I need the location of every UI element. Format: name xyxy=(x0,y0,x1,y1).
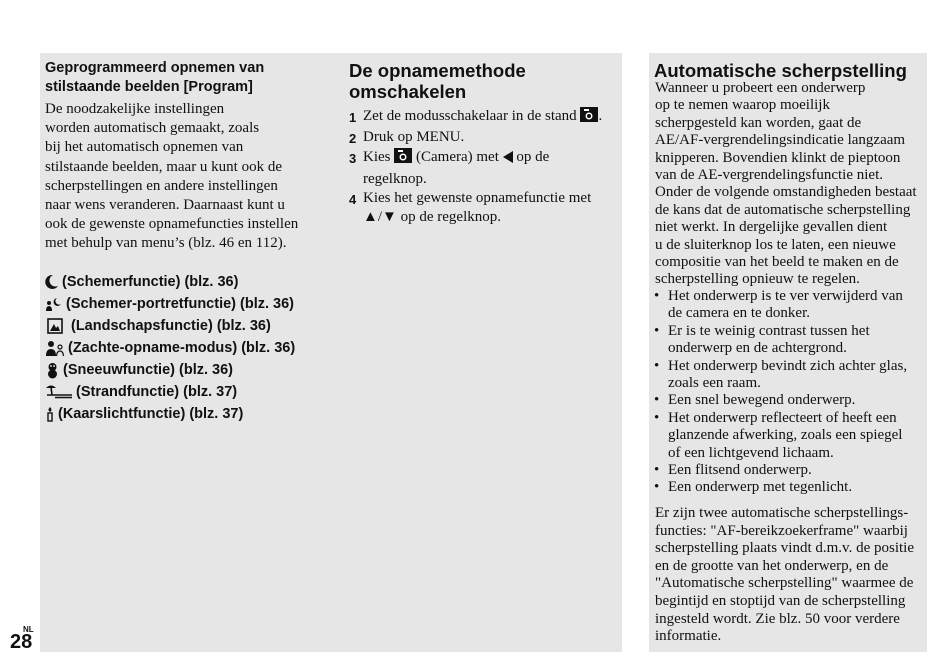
text-line: functies: "AF-bereikzoekerframe" waarbij xyxy=(655,522,908,539)
step-number: 4 xyxy=(349,191,357,207)
instruction-step xyxy=(349,128,619,148)
text-line: u de sluiterknop los te laten, een nieuwe xyxy=(655,236,896,253)
text-line: scherpgesteld kan worden, gaat de xyxy=(655,114,862,131)
text-line: worden automatisch gemaakt, zoals xyxy=(45,120,260,137)
text-line: de camera en te donker. xyxy=(668,305,811,322)
step-text: op de xyxy=(512,149,550,166)
text-line: glanzende afwerking, zoals een spiegel xyxy=(668,427,903,444)
text-line: Een onderwerp met tegenlicht. xyxy=(668,479,853,496)
scene-mode-label: (Kaarslichtfunctie) (blz. 37) xyxy=(58,406,244,422)
scene-mode-item xyxy=(45,359,295,381)
soft-snap-icon xyxy=(45,339,65,357)
autofocus-conditions-list xyxy=(654,288,907,497)
text-line: van de AE-vergrendelingsfunctie niet. xyxy=(655,167,883,184)
snow-icon xyxy=(45,362,60,379)
step-text: Zet de modusschakelaar in de stand xyxy=(363,108,581,124)
text-line: Er is te weinig contrast tussen het xyxy=(668,322,870,339)
text-line: bij het automatisch opnemen van xyxy=(45,139,244,156)
text-line: met behulp van menu’s (blz. 46 en 112). xyxy=(45,235,287,252)
text-line: of een lichtgevend lichaam. xyxy=(668,444,834,461)
scene-mode-label: (Landschapsfunctie) (blz. 36) xyxy=(71,318,271,334)
scene-mode-label: (Schemerfunctie) (blz. 36) xyxy=(62,274,239,290)
step-text: Druk op MENU. xyxy=(363,129,465,146)
page-number: 28 xyxy=(10,631,33,653)
camera-mode-icon xyxy=(394,148,412,169)
text-line: "Automatische scherpstelling" waarmee de xyxy=(655,575,914,592)
text-line: compositie van het beeld te maken en de xyxy=(655,254,899,271)
text-line: Het onderwerp is te ver verwijderd van xyxy=(668,288,903,304)
step-text: Kies het gewenste opnamefunctie met xyxy=(363,189,592,206)
text-line: onderwerp en de achtergrond. xyxy=(668,340,847,357)
text-line: ook de gewenste opnamefuncties instellen xyxy=(45,216,299,233)
autofocus-description xyxy=(655,80,917,289)
text-line: niet werkt. In dergelijke gevallen dient xyxy=(655,219,888,236)
text-line: stilstaande beelden, maar u kunt ook de xyxy=(45,158,283,175)
scene-mode-list xyxy=(45,271,295,425)
scene-mode-item xyxy=(45,381,295,403)
text-line: informatie. xyxy=(655,628,722,645)
scene-mode-label: (Sneeuwfunctie) (blz. 36) xyxy=(63,362,233,378)
scene-mode-item xyxy=(45,315,295,337)
text-line: scherpstelling plaats vindt d.m.v. de positie xyxy=(655,540,914,557)
step-text: (Camera) met xyxy=(412,149,503,166)
left-arrow-icon xyxy=(503,150,513,169)
beach-icon xyxy=(45,384,73,400)
step-number: 2 xyxy=(349,131,357,147)
instruction-step xyxy=(349,148,619,188)
list-item: • Een snel bewegend onderwerp. xyxy=(654,392,856,409)
scene-mode-label: (Strandfunctie) (blz. 37) xyxy=(76,384,238,400)
step-number: 1 xyxy=(349,110,357,125)
text-line: op te nemen waarop moeilijk xyxy=(655,97,830,114)
camera-mode-icon xyxy=(580,107,598,128)
text-line: Het onderwerp reflecteert of heeft een xyxy=(668,409,897,426)
step-number: 3 xyxy=(349,151,357,167)
text-line: zoals een raam. xyxy=(668,375,761,392)
step-text: Kies xyxy=(363,149,395,166)
list-item: • Het onderwerp bevindt zich achter glas, zoals een raam. xyxy=(654,357,908,392)
page-language-code: NL xyxy=(23,625,34,634)
scene-mode-label: (Schemer-portretfunctie) (blz. 36) xyxy=(66,296,294,312)
list-item: • Er is te weinig contrast tussen het onderwerp en de achtergrond. xyxy=(654,322,870,357)
step-text: ▲/▼ op de regelknop. xyxy=(363,209,501,226)
text-line: scherpstellingen en andere instellingen xyxy=(45,177,278,194)
step-text: regelknop. xyxy=(363,170,427,187)
text-line: Er zijn twee automatische scherpstellings- xyxy=(655,505,909,521)
list-item: • Een flitsend onderwerp. xyxy=(654,462,812,479)
section-heading-program xyxy=(45,59,264,97)
instruction-step xyxy=(349,189,619,227)
landscape-icon xyxy=(47,318,63,334)
scene-mode-item xyxy=(45,337,295,359)
scene-mode-item xyxy=(45,271,295,293)
text-line: De noodzakelijke instellingen xyxy=(45,101,225,117)
text-line: Een flitsend onderwerp. xyxy=(668,462,812,479)
candle-icon xyxy=(45,406,55,422)
heading-line: De opnamemethode xyxy=(349,60,526,81)
text-line: naar wens veranderen. Daarnaast kunt u xyxy=(45,197,285,214)
program-description xyxy=(45,100,298,254)
twilight-portrait-icon xyxy=(45,296,63,312)
text-line: ingesteld wordt. Zie blz. 50 voor verdere xyxy=(655,610,900,627)
list-item: • Een onderwerp met tegenlicht. xyxy=(654,479,853,496)
text-line: Wanneer u probeert een onderwerp xyxy=(655,80,866,96)
list-item: • Het onderwerp is te ver verwijderd van de camera en te donker. xyxy=(654,288,903,322)
scene-mode-item xyxy=(45,403,295,425)
heading-line: omschakelen xyxy=(349,81,467,102)
instruction-step xyxy=(349,107,619,128)
step-text: . xyxy=(598,108,603,124)
text-line: Het onderwerp bevindt zich achter glas, xyxy=(668,357,908,374)
scene-mode-label: (Zachte-opname-modus) (blz. 36) xyxy=(68,340,296,356)
text-line: en de grootte van het onderwerp, en de xyxy=(655,557,889,574)
text-line: scherpstelling opnieuw te regelen. xyxy=(655,271,860,288)
heading-line: Geprogrammeerd opnemen van xyxy=(45,60,265,76)
list-item: • Het onderwerp reflecteert of heeft een glanzende afwerking, zoals een spiegel of een lichtgevend lichaam. xyxy=(654,409,903,461)
text-line: begintijd en stoptijd van de scherpstelling xyxy=(655,592,906,609)
text-line: Onder de volgende omstandigheden bestaat xyxy=(655,184,917,201)
text-line: knipperen. Bovendien klinkt de pieptoon xyxy=(655,149,901,166)
section-heading-autofocus: Automatische scherpstelling xyxy=(654,60,907,81)
scene-mode-item xyxy=(45,293,295,315)
twilight-moon-icon xyxy=(45,274,59,290)
text-line: AE/AF-vergrendelingsindicatie langzaam xyxy=(655,132,906,149)
text-line: de kans dat de automatische scherpstelling xyxy=(655,201,911,218)
heading-line: stilstaande beelden [Program] xyxy=(45,79,253,95)
instruction-steps xyxy=(349,107,619,227)
text-line: Een snel bewegend onderwerp. xyxy=(668,392,856,409)
autofocus-functions-note xyxy=(655,505,914,646)
section-heading-switch-method xyxy=(349,60,526,102)
